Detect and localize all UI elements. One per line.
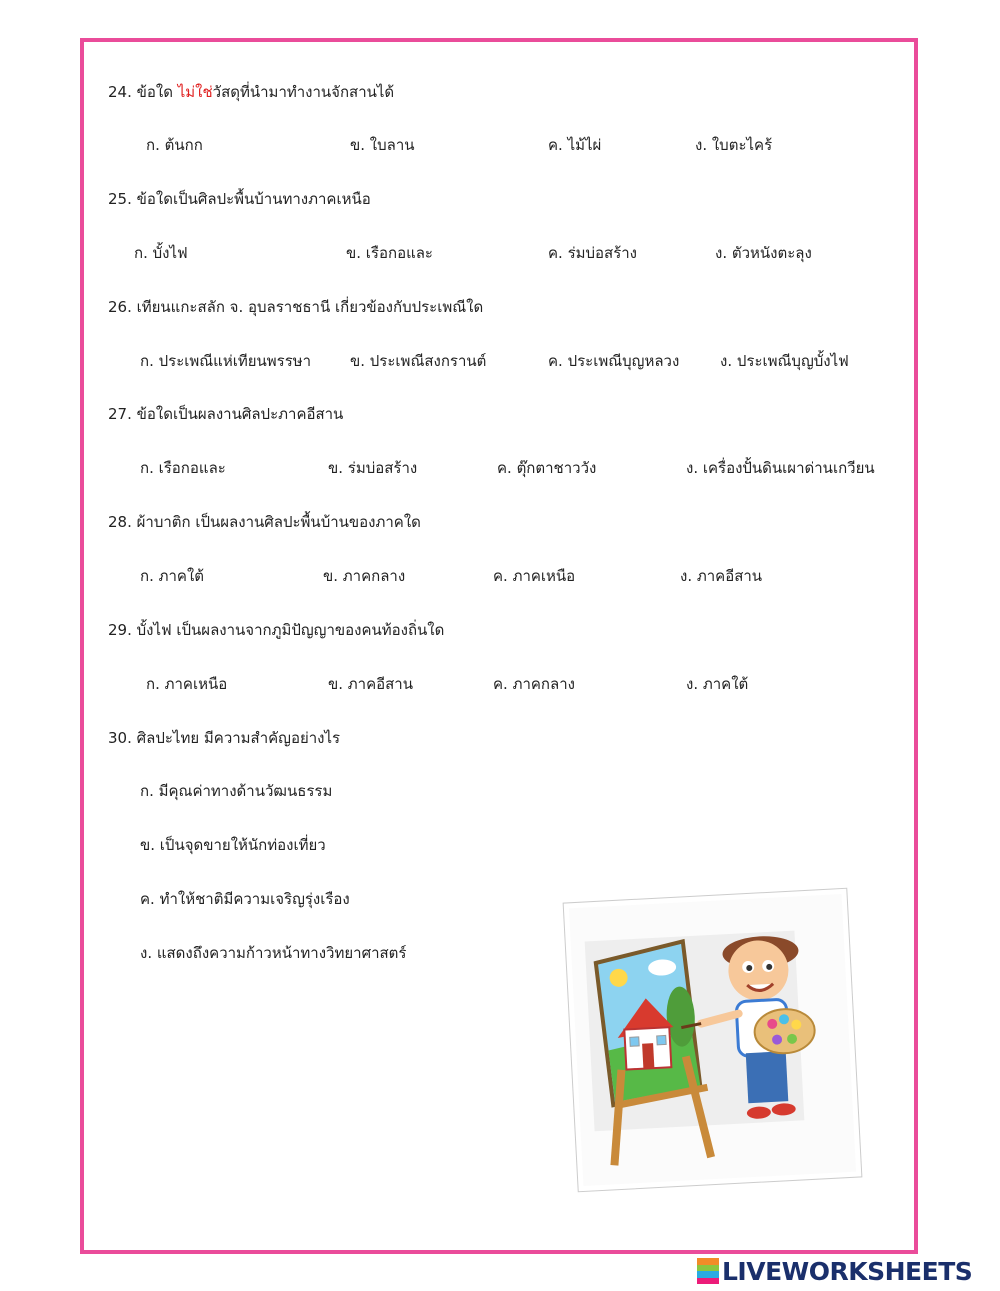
option-25-a[interactable]: ก. บั้งไฟ xyxy=(134,244,188,262)
option-29-a[interactable]: ก. ภาคเหนือ xyxy=(146,675,228,693)
question-24-suffix: วัสดุที่นำมาทำงานจักสานได้ xyxy=(212,83,395,101)
liveworksheets-logo xyxy=(697,1256,972,1286)
option-27-d[interactable]: ง. เครื่องปั้นดินเผาด่านเกวียน xyxy=(686,459,875,477)
question-30: 30. ศิลปะไทย มีความสำคัญอย่างไร xyxy=(108,729,341,747)
option-29-b[interactable]: ข. ภาคอีสาน xyxy=(328,675,413,693)
question-24-prefix: 24. ข้อใด xyxy=(108,83,178,101)
option-24-b[interactable]: ข. ใบลาน xyxy=(350,136,415,154)
question-28: 28. ผ้าบาติก เป็นผลงานศิลปะพื้นบ้านของภาคใด xyxy=(108,513,421,531)
question-29: 29. บั้งไฟ เป็นผลงานจากภูมิปัญญาของคนท้องถิ่นใด xyxy=(108,621,445,639)
option-25-d[interactable]: ง. ตัวหนังตะลุง xyxy=(715,244,812,262)
option-26-c[interactable]: ค. ประเพณีบุญหลวง xyxy=(548,352,680,370)
option-28-b[interactable]: ข. ภาคกลาง xyxy=(323,567,406,585)
option-26-b[interactable]: ข. ประเพณีสงกรานต์ xyxy=(350,352,487,370)
option-24-c[interactable]: ค. ไม้ไผ่ xyxy=(548,136,602,154)
option-25-c[interactable]: ค. ร่มบ่อสร้าง xyxy=(548,244,638,262)
option-27-c[interactable]: ค. ตุ๊กตาชาววัง xyxy=(497,459,597,477)
question-26: 26. เทียนแกะสลัก จ. อุบลราชธานี เกี่ยวข้องกับประเพณีใด xyxy=(108,298,484,316)
option-26-d[interactable]: ง. ประเพณีบุญบั้งไฟ xyxy=(720,352,849,370)
option-29-d[interactable]: ง. ภาคใต้ xyxy=(686,675,749,693)
option-27-b[interactable]: ข. ร่มบ่อสร้าง xyxy=(328,459,418,477)
option-30-b[interactable]: ข. เป็นจุดขายให้นักท่องเที่ยว xyxy=(140,836,326,854)
option-26-a[interactable]: ก. ประเพณีแห่เทียนพรรษา xyxy=(140,352,312,370)
option-30-c[interactable]: ค. ทำให้ชาติมีความเจริญรุ่งเรือง xyxy=(140,890,350,908)
boy-painting-house-icon xyxy=(563,888,863,1193)
option-24-d[interactable]: ง. ใบตะไคร้ xyxy=(695,136,773,154)
question-24 xyxy=(108,80,394,104)
option-28-a[interactable]: ก. ภาคใต้ xyxy=(140,567,205,585)
option-25-b[interactable]: ข. เรือกอและ xyxy=(346,244,433,262)
question-27: 27. ข้อใดเป็นผลงานศิลปะภาคอีสาน xyxy=(108,405,344,423)
option-30-d[interactable]: ง. แสดงถึงความก้าวหน้าทางวิทยาศาสตร์ xyxy=(140,944,407,962)
liveworksheets-logo-text: LIVEWORKSHEETS xyxy=(722,1256,973,1286)
option-27-a[interactable]: ก. เรือกอและ xyxy=(140,459,226,477)
option-28-c[interactable]: ค. ภาคเหนือ xyxy=(493,567,576,585)
question-25: 25. ข้อใดเป็นศิลปะพื้นบ้านทางภาคเหนือ xyxy=(108,190,371,208)
option-29-c[interactable]: ค. ภาคกลาง xyxy=(493,675,575,693)
liveworksheets-logo-icon xyxy=(697,1258,719,1284)
option-30-a[interactable]: ก. มีคุณค่าทางด้านวัฒนธรรม xyxy=(140,782,333,800)
option-24-a[interactable]: ก. ต้นกก xyxy=(146,136,203,154)
option-28-d[interactable]: ง. ภาคอีสาน xyxy=(680,567,763,585)
question-24-highlight: ไม่ใช่ xyxy=(177,83,213,101)
